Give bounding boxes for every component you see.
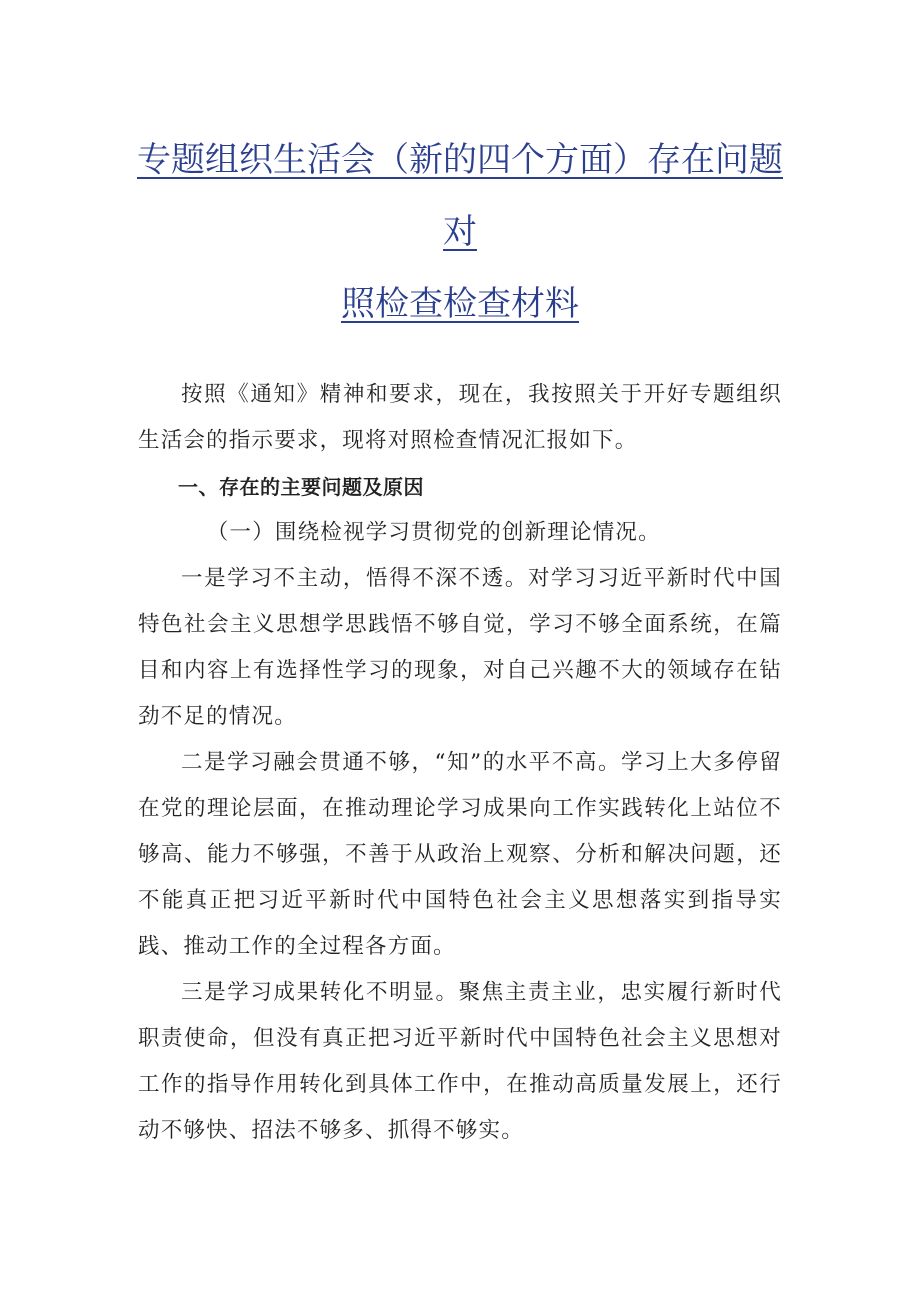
- document-body: [138, 372, 782, 1154]
- body-paragraph-2: 二是学习融会贯通不够，“知”的水平不高。学习上大多停留在党的理论层面，在推动理论学习成果向工作实践转化上站位不够高、能力不够强，不善于从政治上观察、分析和解决问题，还不能真正把习近平新时代中国特色社会主义思想落实到指导实践、推动工作的全过程各方面。: [138, 750, 782, 959]
- body-paragraph-3: 三是学习成果转化不明显。聚焦主责主业，忠实履行新时代职责使命，但没有真正把习近平新时代中国特色社会主义思想对工作的指导作用转化到具体工作中，在推动高质量发展上，还行动不够快、招法不够多、抓得不够实。: [138, 980, 782, 1143]
- subsection-heading: （一）围绕检视学习贯彻党的创新理论情况。: [206, 520, 661, 545]
- intro-paragraph: 按照《通知》精神和要求，现在，我按照关于开好专题组织生活会的指示要求，现将对照检查情况汇报如下。: [138, 382, 782, 453]
- body-paragraph-1: 一是学习不主动，悟得不深不透。对学习习近平新时代中国特色社会主义思想学思践悟不够自觉，学习不够全面系统，在篇目和内容上有选择性学习的现象，对自己兴趣不大的领域存在钻劲不足的情况。: [138, 566, 782, 729]
- document-title-line-3: 照检查检查材料: [341, 284, 579, 324]
- document-title-line-2: 对: [443, 212, 477, 252]
- document-title-line-1: 专题组织生活会（新的四个方面）存在问题: [137, 140, 783, 180]
- section-heading: 一、存在的主要问题及原因: [178, 475, 424, 499]
